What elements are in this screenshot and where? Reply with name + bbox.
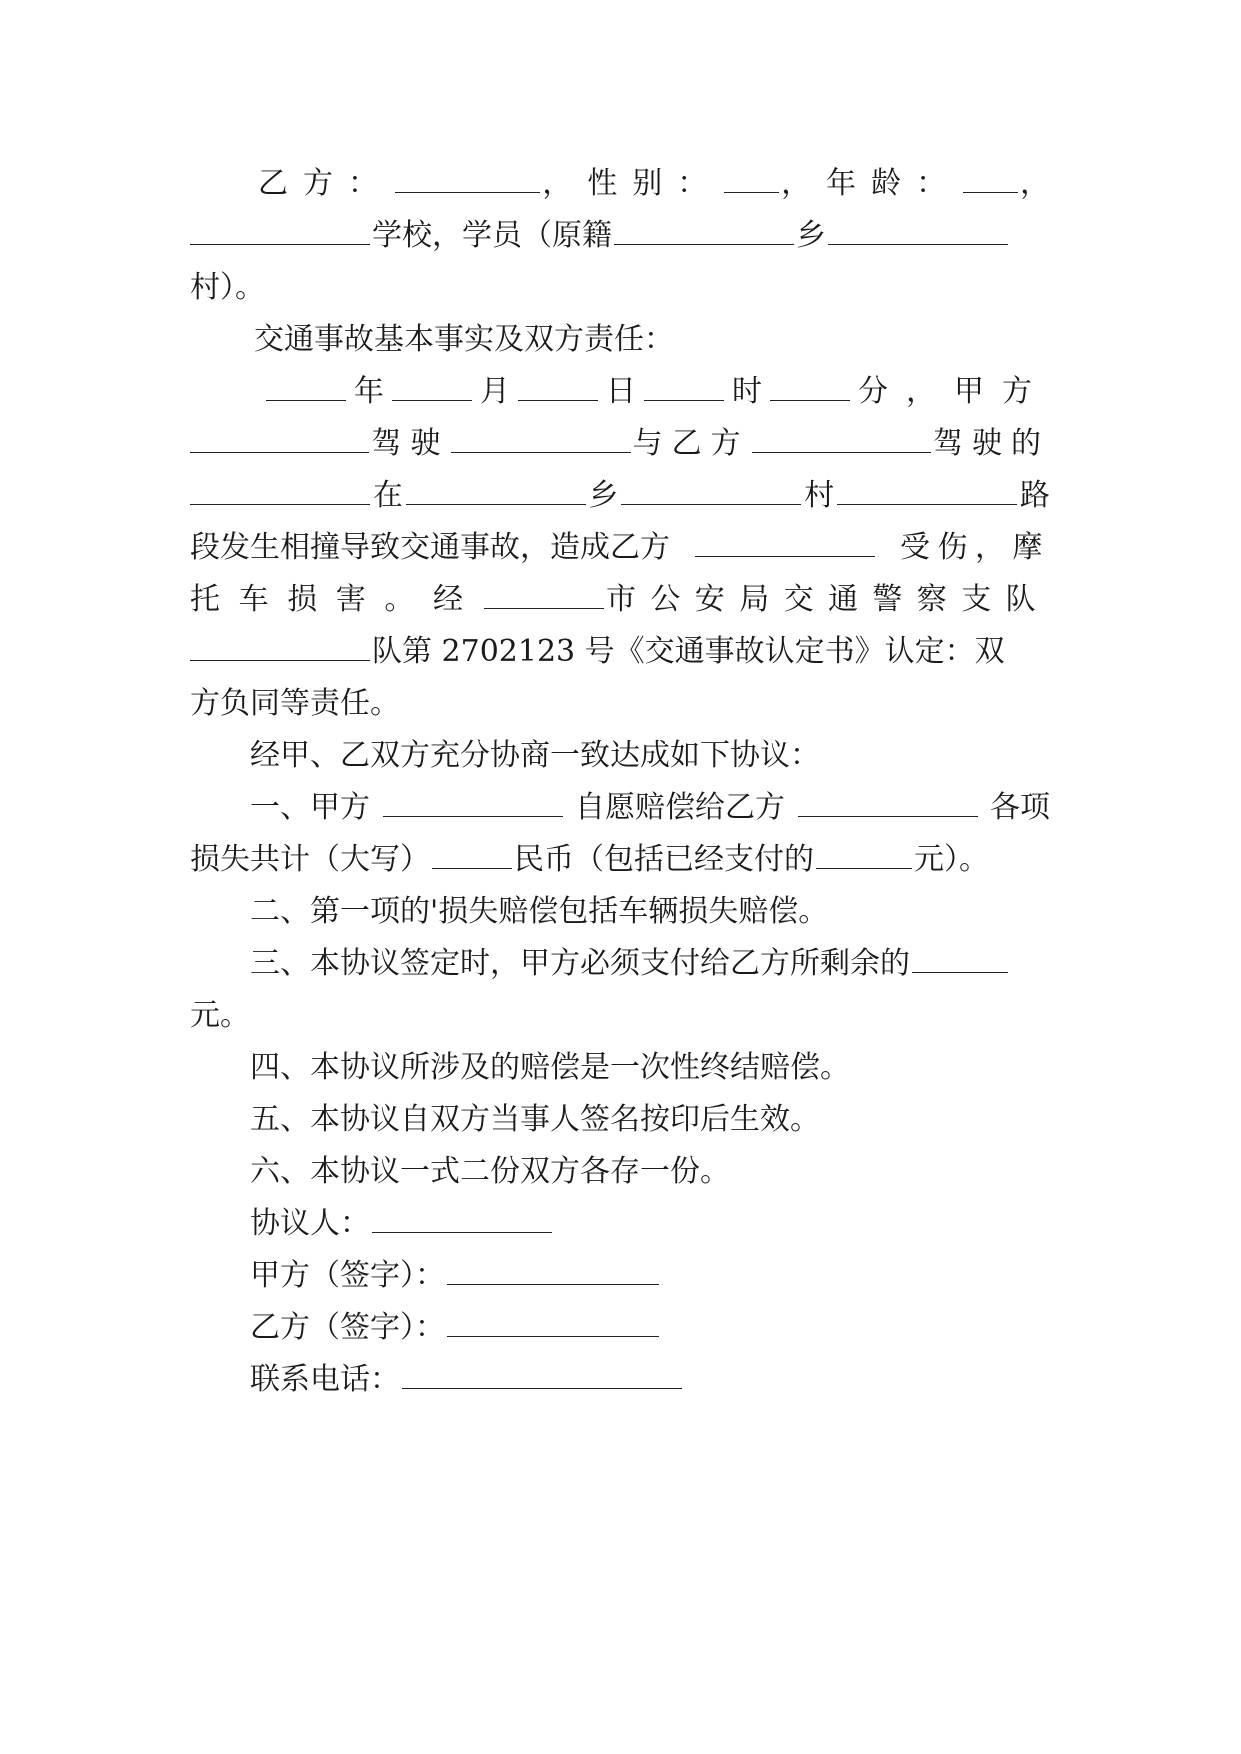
party-b-plate-blank[interactable] [190, 478, 370, 505]
party-b-signature-line [190, 1308, 1110, 1348]
agreer-blank[interactable] [372, 1206, 552, 1233]
clause-6: 六、本协议一式二份双方各存一份。 [250, 1154, 730, 1189]
minute-label: 分，甲方 [858, 374, 1050, 409]
drive-line [190, 424, 1050, 464]
paid-amount-blank[interactable] [816, 842, 912, 869]
hour-blank[interactable] [644, 374, 724, 401]
cert-text: 队第 2702123 号《交通事故认定书》认定：双 [372, 634, 1005, 669]
collision-text: 段发生相撞导致交通事故，造成乙方 [190, 530, 670, 565]
phone-label: 联系电话： [250, 1362, 400, 1397]
year-label: 年 [354, 374, 384, 409]
origin-blank[interactable] [614, 218, 794, 245]
location-village-label: 村 [804, 478, 835, 513]
agreer-line [190, 1204, 1110, 1244]
clause-1-cont-a: 损失共计（大写） [190, 842, 430, 877]
at-label: 在 [372, 478, 403, 513]
school-line [190, 216, 1050, 256]
age-label: ，年龄： [781, 166, 962, 201]
location-xiang-blank[interactable] [406, 478, 586, 505]
drive-label-2: 驾驶的 [932, 426, 1050, 461]
party-a-plate-blank[interactable] [451, 426, 630, 453]
clause-1-c: 各项 [990, 790, 1050, 825]
clause-1-a: 一、甲方 [250, 790, 370, 825]
with-party-b-label: 与乙方 [632, 426, 750, 461]
injured-person-blank[interactable] [695, 530, 875, 557]
city-blank[interactable] [484, 582, 604, 609]
location-village-blank[interactable] [621, 478, 801, 505]
clause-1 [190, 788, 1050, 828]
clause-1-cont-b: 民币（包括已经支付的 [514, 842, 814, 877]
brigade-blank[interactable] [190, 634, 370, 661]
party-b-signature-blank[interactable] [447, 1310, 659, 1337]
party-b-name-blank[interactable] [395, 166, 540, 193]
year-blank[interactable] [266, 374, 346, 401]
month-blank[interactable] [392, 374, 472, 401]
clause-3 [190, 944, 1110, 984]
school-label: 学校，学员（原籍 [372, 218, 612, 253]
clause-3-end: 元。 [190, 998, 250, 1033]
minute-blank[interactable] [770, 374, 850, 401]
clause-2: 二、第一项的'损失赔偿包括车辆损失赔偿。 [250, 894, 829, 929]
age-blank[interactable] [963, 166, 1018, 193]
phone-line [190, 1360, 1110, 1400]
party-a-signature-line [190, 1256, 1110, 1296]
village-end: 村）。 [190, 270, 265, 305]
time-line [190, 372, 1050, 412]
gender-label: ，性别： [542, 166, 723, 201]
clause-3-text: 三、本协议签定时，甲方必须支付给乙方所剩余的 [250, 946, 910, 981]
injured-label: 受伤，摩 [900, 530, 1050, 565]
party-b-line-tail: ， [1020, 166, 1050, 201]
recipient-blank[interactable] [798, 790, 978, 817]
village-blank[interactable] [828, 218, 1008, 245]
day-label: 日 [606, 374, 636, 409]
drive-label-1: 驾驶 [371, 426, 450, 461]
agreement-intro: 经甲、乙双方充分协商一致达成如下协议： [250, 738, 820, 773]
party-a-vehicle-blank[interactable] [190, 426, 369, 453]
day-blank[interactable] [518, 374, 598, 401]
compensator-blank[interactable] [383, 790, 563, 817]
xiang-label: 乡 [796, 218, 826, 253]
location-road-blank[interactable] [837, 478, 1017, 505]
road-label: 路 [1019, 478, 1050, 513]
party-b-line [190, 164, 1050, 204]
party-a-signature-blank[interactable] [447, 1258, 659, 1285]
clause-1-cont-c: 元）。 [914, 842, 989, 877]
party-b-vehicle-blank[interactable] [752, 426, 931, 453]
clause-1-cont [190, 840, 1070, 880]
phone-blank[interactable] [402, 1362, 682, 1389]
party-b-signature-label: 乙方（签字）： [250, 1310, 445, 1345]
hour-label: 时 [732, 374, 762, 409]
remaining-amount-blank[interactable] [912, 946, 1008, 973]
police-line [190, 580, 1050, 620]
liability-end: 方负同等责任。 [190, 686, 400, 721]
clause-5: 五、本协议自双方当事人签名按印后生效。 [250, 1102, 820, 1137]
party-b-label: 乙方： [258, 166, 393, 201]
location-xiang-label: 乡 [588, 478, 619, 513]
cert-line [190, 632, 1050, 672]
police-dept-text: 市公安局交通警察支队 [606, 582, 1050, 617]
amount-uppercase-blank[interactable] [432, 842, 512, 869]
school-blank[interactable] [190, 218, 370, 245]
collision-line [190, 528, 1050, 568]
damage-text: 托车损害。经 [190, 582, 482, 617]
agreer-label: 协议人： [250, 1206, 370, 1241]
party-a-signature-label: 甲方（签字）： [250, 1258, 445, 1293]
gender-blank[interactable] [724, 166, 779, 193]
facts-heading: 交通事故基本事实及双方责任： [254, 322, 674, 357]
clause-1-b: 自愿赔偿给乙方 [575, 790, 785, 825]
month-label: 月 [480, 374, 510, 409]
location-line [190, 476, 1050, 516]
clause-4: 四、本协议所涉及的赔偿是一次性终结赔偿。 [250, 1050, 850, 1085]
